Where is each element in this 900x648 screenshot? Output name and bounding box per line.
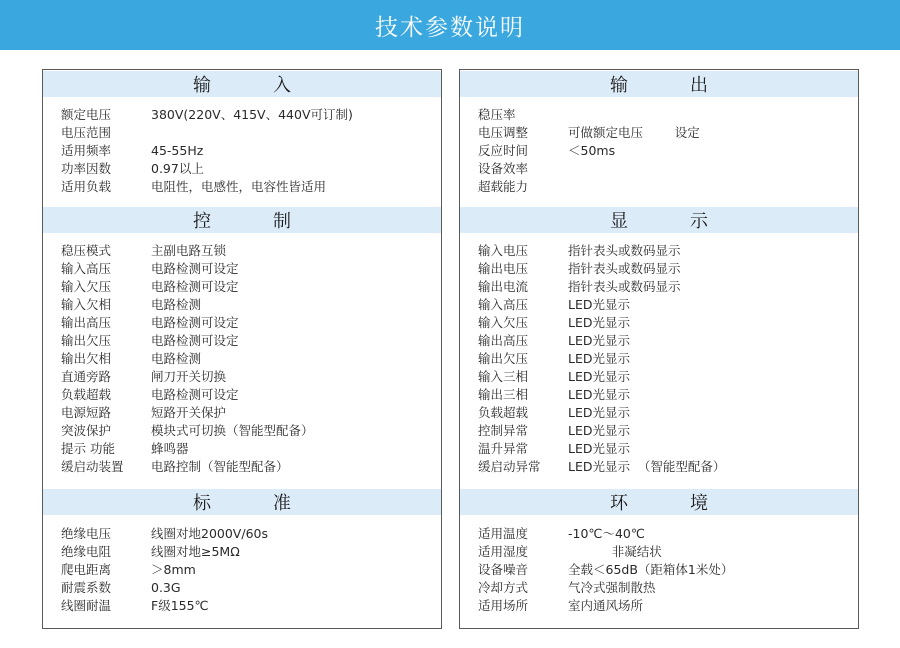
section-heading-char: 标 [193,493,211,514]
section-rows-output [478,106,850,196]
spec-row [61,386,433,404]
spec-value: 可做额定电压 设定 [568,125,700,140]
spec-label: 电压范围 [61,125,112,140]
section-header-display [460,207,858,233]
spec-value: 电路检测可设定 [151,333,239,348]
spec-label: 反应时间 [478,143,529,158]
spec-row [478,561,850,579]
spec-value [568,106,850,124]
spec-label: 缓启动装置 [61,459,124,474]
spec-value: 0.3G [151,580,181,595]
spec-value: 380V(220V、415V、440V可订制) [151,107,353,122]
spec-label: 缓启动异常 [478,459,541,474]
spec-label: 稳压模式 [61,243,112,258]
section-heading-char: 输 [193,75,211,96]
spec-label: 突波保护 [61,423,112,438]
spec-row [478,525,850,543]
spec-row [61,561,433,579]
section-rows-environment [478,525,850,615]
spec-value [151,124,433,142]
spec-row [478,178,850,196]
spec-value: -10℃～40℃ [568,526,645,541]
spec-label: 输入高压 [478,297,529,312]
spec-row [478,106,850,124]
spec-value: LED光显示 [568,315,630,330]
spec-label: 功率因数 [61,161,112,176]
spec-value: LED光显示 [568,333,630,348]
spec-value: 全载＜65dB（距箱体1米处） [568,562,734,577]
page-title: 技术参数说明 [375,14,525,41]
spec-label: 超载能力 [478,179,529,194]
spec-row [61,404,433,422]
spec-label: 温升异常 [478,441,529,456]
spec-label: 提示 功能 [61,441,115,456]
spec-label: 输入高压 [61,261,112,276]
spec-row [478,440,850,458]
spec-value: LED光显示 [568,423,630,438]
spec-label: 绝缘电阻 [61,544,112,559]
spec-label: 线圈耐温 [61,598,112,613]
spec-value: 电路检测可设定 [151,279,239,294]
spec-value: 模块式可切换（智能型配备） [151,423,314,438]
spec-value: 蜂鸣器 [151,441,189,456]
section-header-environment [460,489,858,515]
spec-row [61,160,433,178]
section-heading-char: 输 [610,75,628,96]
spec-label: 绝缘电压 [61,526,112,541]
spec-label: 设备噪音 [478,562,529,577]
spec-value: 指针表头或数码显示 [568,243,681,258]
spec-row [478,296,850,314]
spec-value [568,178,850,196]
spec-row [478,579,850,597]
spec-value: 电路控制（智能型配备） [151,459,289,474]
spec-label: 电源短路 [61,405,112,420]
spec-label: 输入欠压 [478,315,529,330]
spec-label: 输出高压 [478,333,529,348]
section-heading-char: 准 [273,493,291,514]
spec-row [61,314,433,332]
spec-label: 冷却方式 [478,580,529,595]
spec-value: LED光显示 [568,387,630,402]
section-header-standard [43,489,441,515]
spec-value: ＞8mm [151,562,196,577]
spec-value: 指针表头或数码显示 [568,279,681,294]
spec-row [61,350,433,368]
spec-value: 气冷式强制散热 [568,580,656,595]
spec-value: F级155℃ [151,598,209,613]
spec-label: 输入三相 [478,369,529,384]
spec-row [61,332,433,350]
spec-value: 闸刀开关切换 [151,369,227,384]
spec-row [61,543,433,561]
spec-row [478,278,850,296]
right-spec-panel [459,69,859,629]
spec-label: 输入电压 [478,243,529,258]
spec-label: 适用温度 [478,526,529,541]
spec-value: 主副电路互锁 [151,243,227,258]
spec-label: 电压调整 [478,125,529,140]
spec-label: 适用湿度 [478,544,529,559]
spec-label: 输出欠压 [478,351,529,366]
spec-value: 电阻性，电感性，电容性皆适用 [151,179,327,194]
spec-label: 适用场所 [478,598,529,613]
spec-value: 指针表头或数码显示 [568,261,681,276]
spec-row [61,242,433,260]
spec-label: 输出三相 [478,387,529,402]
spec-value: 非凝结状 [568,544,662,559]
spec-label: 稳压率 [478,107,516,122]
spec-value: 线圈对地≥5MΩ [151,544,240,559]
section-rows-standard [61,525,433,615]
spec-value: 电路检测可设定 [151,387,239,402]
section-rows-input [61,106,433,196]
spec-value: 电路检测可设定 [151,315,239,330]
section-heading-char: 制 [273,211,291,232]
spec-row [478,332,850,350]
spec-row [61,597,433,615]
spec-label: 额定电压 [61,107,112,122]
spec-value: 室内通风场所 [568,598,644,613]
section-heading-char: 出 [690,75,708,96]
spec-value: 0.97以上 [151,161,204,176]
spec-row [61,440,433,458]
spec-row [478,422,850,440]
spec-label: 输出高压 [61,315,112,330]
spec-row [478,160,850,178]
spec-label: 控制异常 [478,423,529,438]
spec-row [478,314,850,332]
spec-value: LED光显示 [568,297,630,312]
spec-row [478,260,850,278]
spec-label: 适用负载 [61,179,112,194]
spec-label: 直通旁路 [61,369,112,384]
spec-label: 爬电距离 [61,562,112,577]
section-heading-char: 环 [610,493,628,514]
spec-row [61,260,433,278]
section-header-control [43,207,441,233]
spec-value: LED光显示 [568,369,630,384]
spec-row [478,458,850,476]
spec-label: 输出电流 [478,279,529,294]
spec-value: LED光显示 [568,351,630,366]
spec-label: 输入欠压 [61,279,112,294]
spec-value: LED光显示 [568,441,630,456]
section-heading-char: 示 [690,211,708,232]
section-heading-char: 入 [273,75,291,96]
spec-row [61,525,433,543]
spec-row [478,597,850,615]
spec-row [478,543,850,561]
spec-row [61,124,433,142]
spec-row [61,178,433,196]
spec-row [478,368,850,386]
spec-label: 负载超载 [478,405,529,420]
spec-row [478,242,850,260]
spec-row [61,458,433,476]
spec-label: 负载超载 [61,387,112,402]
spec-value: LED光显示 [568,405,630,420]
spec-value: 短路开关保护 [151,405,227,420]
spec-label: 适用频率 [61,143,112,158]
spec-row [61,278,433,296]
spec-row [478,124,850,142]
section-header-output [460,71,858,97]
spec-row [61,142,433,160]
spec-value: 45-55Hz [151,143,204,158]
spec-label: 设备效率 [478,161,529,176]
spec-row [61,106,433,124]
spec-row [478,350,850,368]
spec-label: 输出电压 [478,261,529,276]
spec-row [61,368,433,386]
spec-value: LED光显示 （智能型配备） [568,459,726,474]
spec-value [568,160,850,178]
section-heading-char: 境 [690,493,708,514]
spec-value: 电路检测可设定 [151,261,239,276]
section-rows-control [61,242,433,476]
left-spec-panel [42,69,442,629]
section-header-input [43,71,441,97]
spec-label: 输出欠压 [61,333,112,348]
spec-row [61,296,433,314]
spec-row [61,579,433,597]
section-heading-char: 控 [193,211,211,232]
spec-label: 输入欠相 [61,297,112,312]
spec-value: 电路检测 [151,297,202,312]
spec-value: 线圈对地2000V/60s [151,526,268,541]
spec-row [478,386,850,404]
spec-label: 耐震系数 [61,580,112,595]
page-title-banner [0,0,900,50]
spec-row [478,404,850,422]
section-heading-char: 显 [610,211,628,232]
spec-row [61,422,433,440]
spec-row [478,142,850,160]
spec-value: ＜50ms [568,143,616,158]
spec-value: 电路检测 [151,351,202,366]
section-rows-display [478,242,850,476]
spec-label: 输出欠相 [61,351,112,366]
